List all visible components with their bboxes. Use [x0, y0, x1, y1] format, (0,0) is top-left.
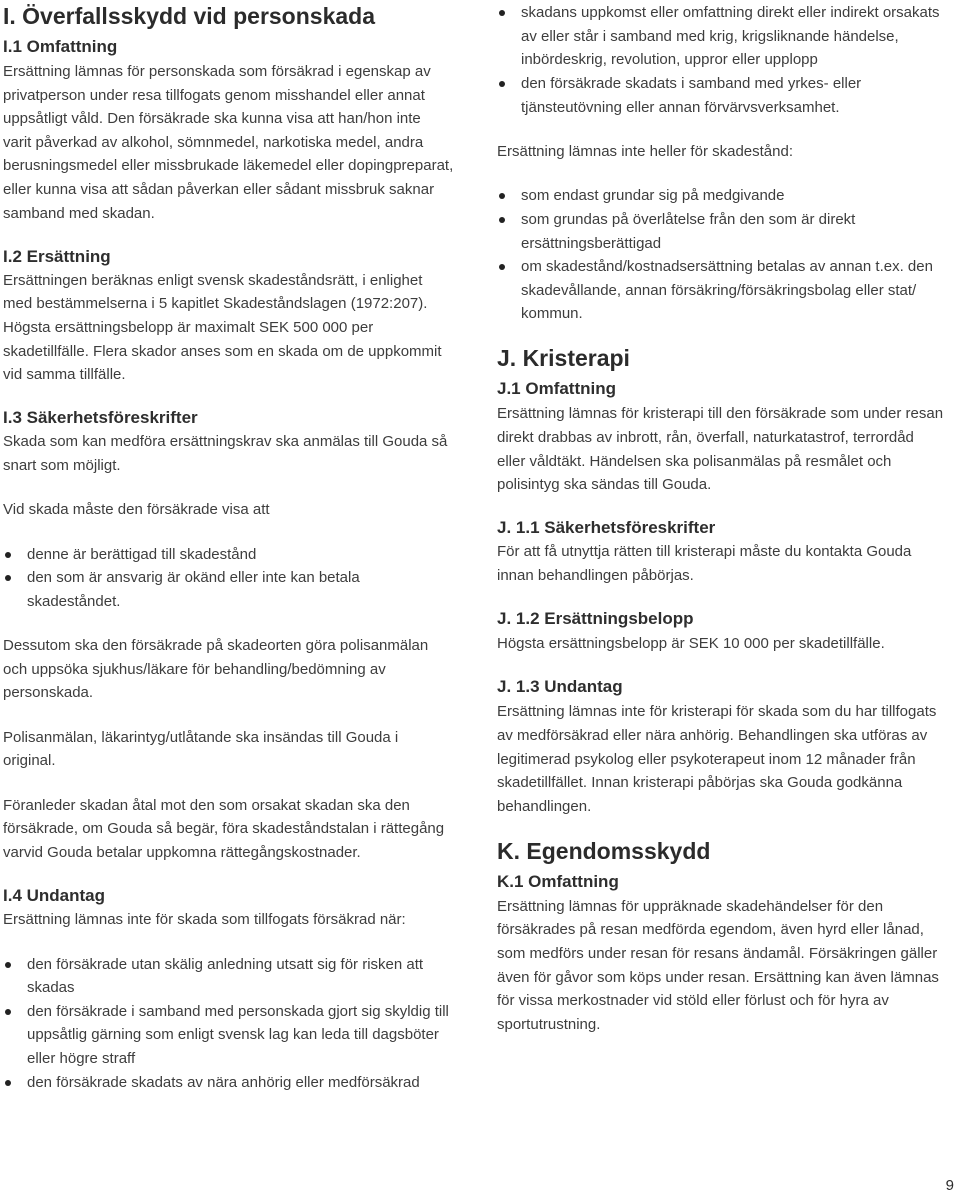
body-line: den försäkrade skadats av nära anhörig eller medförsäkrad [27, 1073, 420, 1091]
body-line: samband med skadan. [3, 204, 155, 222]
body-line: Föranleder skadan åtal mot den som orsakat skadan ska den [3, 796, 410, 814]
body-line: Högsta ersättningsbelopp är SEK 10 000 per skadetillfälle. [497, 635, 885, 653]
bullet-list [497, 1, 957, 119]
list-item [497, 1, 957, 72]
body-line: Dessutom ska den försäkrade på skadeorten göra polisanmälan [3, 637, 429, 655]
subsection-heading: J. 1.2 Ersättningsbelopp [497, 609, 694, 629]
body-line: den försäkrade skadats i samband med yrkes- eller [521, 74, 862, 92]
list-item [3, 1071, 465, 1095]
list-item [3, 566, 465, 613]
body-line: tjänsteutövning eller annan förvärvsverksamhet. [521, 98, 840, 116]
bullet-icon [5, 575, 11, 581]
body-line: original. [3, 752, 56, 770]
body-line: försäkrade, om Gouda så begär, föra skadeståndstalan i rättegång [3, 820, 445, 838]
body-line: Ersättning lämnas inte för skada som tillfogats försäkrad när: [3, 911, 406, 929]
right-column [497, 0, 957, 1036]
section-title: K. Egendomsskydd [497, 837, 711, 864]
body-line: varit påverkad av alkohol, sömnmedel, narkotiska medel, andra [3, 133, 424, 151]
list-item [497, 208, 957, 255]
bullet-list [3, 543, 465, 614]
subsection-heading: J. 1.1 Säkerhetsföreskrifter [497, 518, 716, 538]
body-line: eller högre straff [27, 1049, 136, 1067]
body-line: för vissa merkostnader vid stöld eller förlust och för hyra av [497, 992, 889, 1010]
paragraph [497, 632, 957, 656]
paragraph [497, 402, 957, 496]
body-line: och uppsöka sjukhus/läkare för behandling/bedömning av [3, 660, 386, 678]
body-line: Ersättning lämnas för uppräknade skadehändelser för den [497, 897, 884, 915]
body-line: polisintyg ska sändas till Gouda. [497, 476, 712, 494]
subsection-heading: I.4 Undantag [3, 886, 106, 906]
subsection-heading: I.2 Ersättning [3, 246, 111, 266]
body-line: av medförsäkrad eller nära anhörig. Behandlingen ska utföras av [497, 726, 928, 744]
paragraph [3, 794, 465, 865]
subsection-heading: J. 1.3 Undantag [497, 677, 623, 697]
list-item [497, 72, 957, 119]
body-line: Ersättning lämnas inte heller för skadestånd: [497, 142, 793, 160]
body-line: privatperson under resa tillfogats genom misshandel eller annat [3, 86, 425, 104]
body-line: skadetillfälle. Flera skador anses som en skada om de uppkommit [3, 342, 442, 360]
body-line: Skada som kan medföra ersättningskrav ska anmälas till Gouda så [3, 433, 448, 451]
paragraph [3, 269, 465, 387]
body-line: även för gåvor som köps under resan. Ersättning kan även lämnas [497, 968, 939, 986]
subsection-heading: I.1 Omfattning [3, 37, 118, 56]
paragraph [3, 498, 465, 522]
body-line: skadetillfället. Innan kristerapi påbörjas ska Gouda godkänna [497, 774, 903, 792]
bullet-icon [499, 193, 505, 199]
bullet-icon [499, 264, 505, 270]
body-line: Högsta ersättningsbelopp är maximalt SEK 500 000 per [3, 318, 374, 336]
body-line: sportutrustning. [497, 1015, 601, 1033]
body-line: eller våldtäkt. Händelsen ska polisanmälas på resmålet och [497, 452, 892, 470]
body-line: kommun. [521, 305, 583, 323]
bullet-icon [5, 1080, 11, 1086]
body-line: innan behandlingen påbörjas. [497, 566, 694, 584]
page-number: 9 [945, 1177, 954, 1194]
body-line: som medförs under resan för resans ändamål. Försäkringen gäller [497, 945, 938, 962]
body-line: Ersättning lämnas för kristerapi till den försäkrade som under resan [497, 405, 944, 423]
bullet-icon [499, 81, 505, 87]
body-line: berusningsmedel eller missbrukade läkemedel eller dopingpreparat, [3, 157, 454, 175]
body-line: skadans uppkomst eller omfattning direkt eller indirekt orsakats [521, 4, 940, 22]
body-line: Vid skada måste den försäkrade visa att [3, 501, 270, 519]
paragraph [497, 895, 957, 1037]
body-line: behandlingen. [497, 797, 592, 815]
left-column [3, 0, 465, 1094]
body-line: uppsåtligt våld. Den försäkrade ska kunna visa att han/hon inte [3, 110, 421, 128]
paragraph [497, 140, 957, 164]
paragraph [3, 430, 465, 477]
body-line: den försäkrade i samband med personskada gjort sig skyldig till [27, 1002, 449, 1020]
body-line: den försäkrade utan skälig anledning utsatt sig för risken att [27, 955, 424, 973]
body-line: snart som möjligt. [3, 456, 121, 474]
bullet-icon [5, 1009, 11, 1015]
bullet-icon [5, 962, 11, 968]
body-line: Polisanmälan, läkarintyg/utlåtande ska insändas till Gouda i [3, 728, 399, 746]
bullet-icon [499, 10, 505, 16]
paragraph [3, 726, 465, 773]
body-line: ersättningsberättigad [521, 234, 662, 252]
paragraph [3, 60, 465, 225]
subsection-heading: J.1 Omfattning [497, 379, 617, 399]
body-line: För att få utnyttja rätten till kristerapi måste du kontakta Gouda [497, 543, 912, 561]
subsection-heading: K.1 Omfattning [497, 871, 619, 891]
section-title: I. Överfallsskydd vid personskada [3, 3, 375, 29]
body-line: uppsåtlig gärning som enligt svensk lag kan leda till dagsböter [27, 1026, 439, 1044]
paragraph [3, 908, 465, 932]
list-item [3, 543, 465, 567]
body-line: med bestämmelserna i 5 kapitlet Skadeståndslagen (1972:207). [3, 295, 428, 313]
bullet-icon [499, 217, 505, 223]
list-item [3, 953, 465, 1000]
body-line: som endast grundar sig på medgivande [521, 187, 785, 205]
list-item [497, 255, 957, 326]
body-line: Ersättning lämnas för personskada som försäkrad i egenskap av [3, 63, 431, 80]
body-line: av eller står i samband med krig, krigsliknande händelse, [521, 27, 899, 45]
body-line: denne är berättigad till skadestånd [27, 545, 257, 563]
section-title: J. Kristerapi [497, 345, 630, 372]
list-item [3, 1000, 465, 1071]
paragraph [497, 540, 957, 587]
body-line: direkt drabbas av inbrott, rån, överfall, naturkatastrof, terrordåd [497, 429, 914, 446]
body-line: försäkrades på resan medförda egendom, även hyrd eller lånad, [497, 921, 924, 939]
paragraph [497, 700, 957, 818]
body-line: Ersättning lämnas inte för kristerapi för skada som du har tillfogats [497, 703, 937, 721]
bullet-icon [5, 552, 11, 558]
body-line: skadeståndet. [27, 592, 121, 610]
bullet-list [497, 184, 957, 326]
body-line: Ersättningen beräknas enligt svensk skadeståndsrätt, i enlighet [3, 271, 423, 289]
body-line: om skadestånd/kostnadsersättning betalas av annan t.ex. den [521, 258, 933, 276]
bullet-list [3, 953, 465, 1095]
body-line: eller kunna visa att sådan påverkan eller sådant missbruk saknar [3, 180, 435, 198]
subsection-heading: I.3 Säkerhetsföreskrifter [3, 408, 198, 428]
body-line: legitimerad psykolog eller psykoterapeut inom 12 månader från [497, 750, 916, 768]
body-line: som grundas på överlåtelse från den som är direkt [521, 210, 856, 228]
body-line: skadevållande, annan försäkring/försäkringsbolag eller stat/ [521, 281, 917, 299]
list-item [497, 184, 957, 208]
body-line: varvid Gouda betalar uppkomna rättegångskostnader. [3, 844, 361, 862]
body-line: inbördeskrig, revolution, uppror eller upplopp [521, 51, 818, 69]
body-line: vid samma tillfälle. [3, 366, 126, 384]
body-line: skadas [27, 979, 75, 997]
paragraph [3, 634, 465, 705]
body-line: den som är ansvarig är okänd eller inte kan betala [27, 569, 360, 587]
body-line: personskada. [3, 684, 94, 702]
